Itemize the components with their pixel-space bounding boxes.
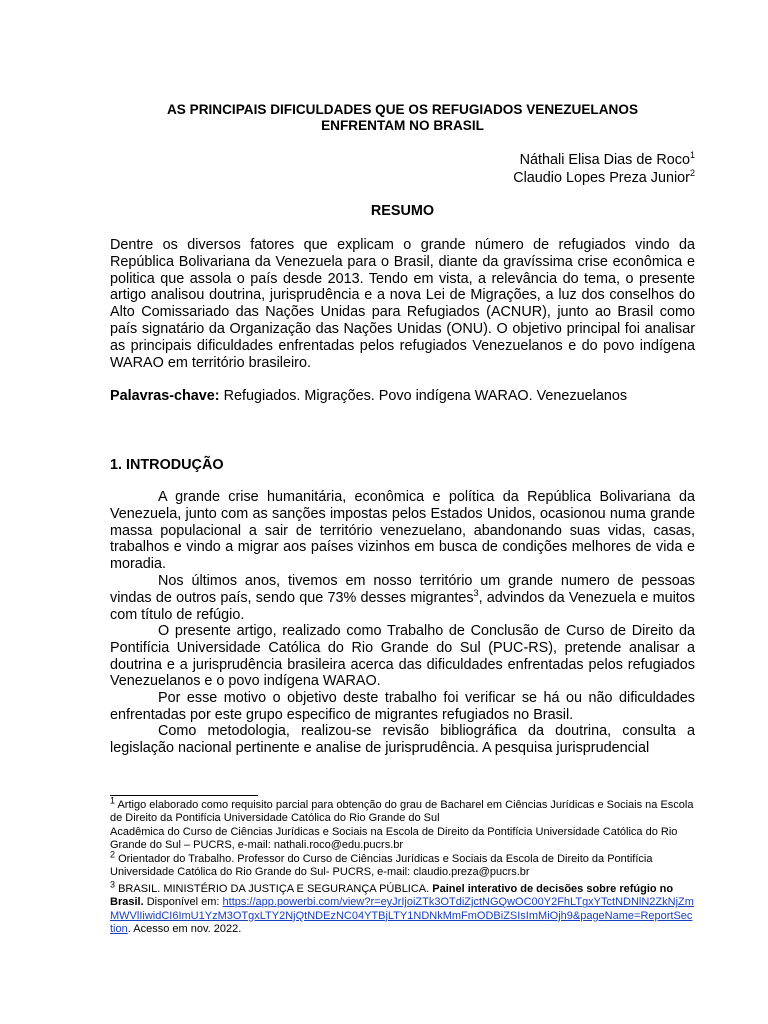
author-list	[513, 151, 695, 187]
footnote-1	[110, 795, 695, 853]
footnote-3-number: 3	[110, 879, 116, 890]
keywords-text: Refugiados. Migrações. Povo indígena WARAO. Venezuelanos	[219, 388, 628, 404]
footnote-2	[110, 849, 695, 880]
keywords-label: Palavras-chave:	[110, 388, 220, 404]
author-1-footnote-mark[interactable]: 1	[689, 150, 695, 161]
footnote-2-number: 2	[110, 849, 116, 860]
intro-paragraph-1: A grande crise humanitária, econômica e política da República Bolivariana da Venezuela, junto com as sanções impostas pelos Estados Unidos, ocasionou numa grande massa populacional a sair de território venezuelano, abandonando suas vidas, casas, trabalhos e vindo a migrar aos países vizinhos em busca de condições melhores de vida e moradia.	[110, 489, 695, 573]
intro-paragraph-2-text-a: Nos últimos anos, tivemos em nosso território um grande numero de pessoas vindas de outros país, sendo que 73% desses migrantes	[110, 573, 695, 606]
footnote-1-number: 1	[110, 795, 116, 806]
footnote-3-link[interactable]: https://app.powerbi.com/view?r=eyJrIjoiZTk3OTdiZjctNGQwOC00Y2FhLTgxYTctNDNlN2ZkNjZmMWVlIiwidCI6ImU1YzM3OTgxLTY2NjQtNDEzNC04YTBjLTY1NDNkMmFmODBiZSIsImMiOjh9&pageName=ReportSection	[110, 896, 694, 936]
intro-paragraph-4: Por esse motivo o objetivo deste trabalho foi verificar se há ou não dificuldades enfrentadas por este grupo especifico de migrantes refugiados no Brasil.	[110, 690, 695, 723]
title-line-1: AS PRINCIPAIS DIFICULDADES QUE OS REFUGIADOS VENEZUELANOS	[166, 102, 639, 117]
intro-paragraph-2	[110, 573, 695, 623]
keywords	[110, 388, 695, 405]
footnote-3-mark[interactable]: 3	[473, 588, 479, 598]
author-2-name: Claudio Lopes Preza Junior	[513, 170, 690, 186]
footnote-2-text: Orientador do Trabalho. Professor do Curso de Ciências Jurídicas e Sociais da Escola de Direito da Pontifícia Universidade Católica do Rio Grande do Sul- PUCRS, e-mail: claudio.preza@pucrs.br	[110, 853, 653, 879]
intro-paragraph-5: Como metodologia, realizou-se revisão bibliográfica da doutrina, consulta a legislação nacional pertinente e analise de jurisprudência. A pesquisa jurisprudencial	[110, 723, 695, 756]
footnote-3-access: . Acesso em nov. 2022.	[127, 923, 242, 936]
abstract-heading: RESUMO	[370, 203, 435, 219]
footnote-separator	[110, 795, 258, 796]
intro-paragraph-3: O presente artigo, realizado como Trabalho de Conclusão de Curso de Direito da Pontifícia Universidade Católica do Rio Grande do Sul (PUC-RS), pretende analisar a doutrina e a jurisprudência brasileira acerca das dificuldades enfrentadas pelos refugiados Venezuelanos e o povo indígena WARAO.	[110, 623, 695, 690]
footnote-3-source: BRASIL. MINISTÉRIO DA JUSTIÇA E SEGURANÇA PÚBLICA.	[115, 883, 433, 895]
author-2	[513, 169, 695, 187]
footnote-1-text-2: Acadêmica do Curso de Ciências Jurídicas e Sociais na Escola de Direito da Pontifícia Universidade Católica do Rio Grande do Sul – PUCRS, e-mail: nathali.roco@edu.pucrs.br	[110, 825, 678, 852]
footnote-3-available: Disponível em:	[143, 896, 223, 909]
footnote-3-title: Painel interativo de decisões sobre refúgio no Brasil.	[110, 883, 674, 909]
intro-paragraph-2-text-b: , advindos da Venezuela e muitos com título de refúgio.	[110, 589, 695, 623]
footnote-1-text: Artigo elaborado como requisito parcial para obtenção do grau de Bacharel em Ciências Jurídicas e Sociais na Escola de Direito da Pontifícia Universidade Católica do Rio Grande do Sul	[110, 799, 694, 825]
title-line-2: ENFRENTAM NO BRASIL	[321, 118, 484, 133]
section-heading-introduction: 1. INTRODUÇÃO	[110, 457, 224, 473]
abstract-text: Dentre os diversos fatores que explicam o grande número de refugiados vindo da República Bolivariana da Venezuela para o Brasil, diante da gravíssima crise econômica e politica que assola o país desde 2013. Tendo em vista, a relevância do tema, o presente artigo analisou doutrina, jurisprudência e a nova Lei de Migrações, a luz dos conselhos do Alto Comissariado das Nações Unidas para Refugiados (ACNUR), junto ao Brasil como país signatário da Organização das Nações Unidas (ONU). O objetivo principal foi analisar as principais dificuldades enfrentadas pelos refugiados Venezuelanos e do povo indígena WARAO em território brasileiro.	[110, 237, 695, 371]
author-2-footnote-mark[interactable]: 2	[689, 168, 695, 179]
footnote-3	[110, 879, 695, 937]
author-1-name: Náthali Elisa Dias de Roco	[519, 152, 690, 168]
paper-title	[110, 102, 695, 134]
author-1	[513, 151, 695, 169]
